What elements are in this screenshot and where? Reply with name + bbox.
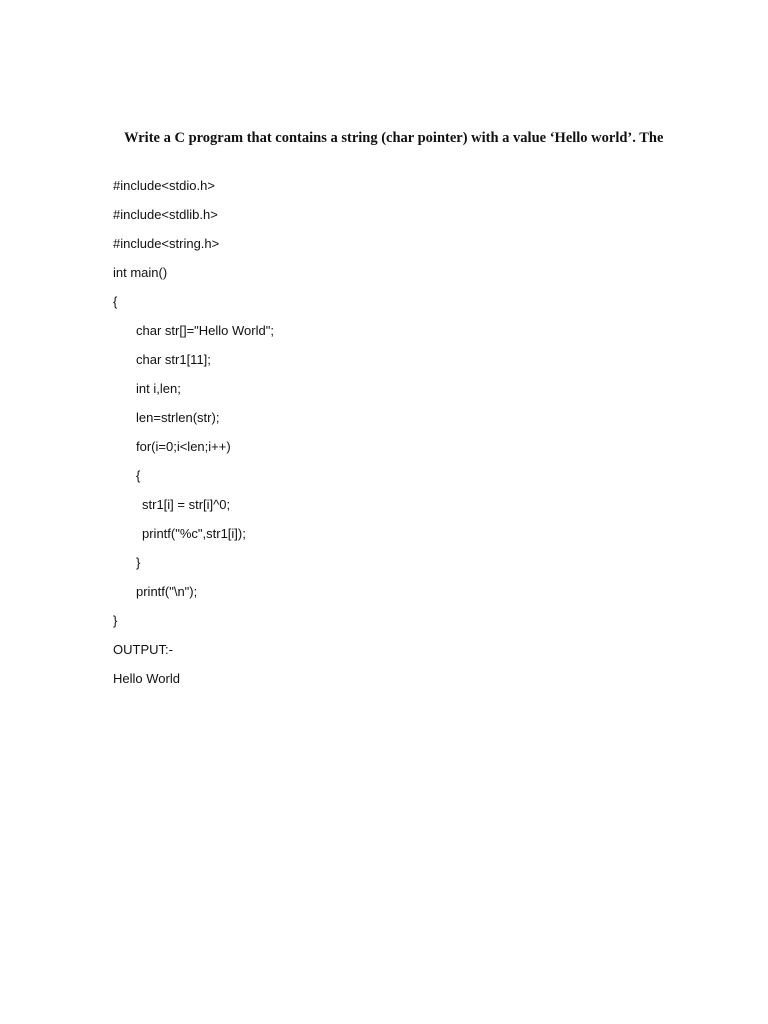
code-line: } [113,613,118,628]
code-line: str1[i] = str[i]^0; [142,497,231,512]
code-line: int i,len; [136,381,181,396]
code-line: int main() [113,265,168,280]
code-line: char str1[11]; [136,352,211,367]
code-line: Hello World [113,671,180,686]
code-line: OUTPUT:- [113,642,173,657]
code-line: char str[]="Hello World"; [136,323,274,338]
question-heading: Write a C program that contains a string (char pointer) with a value ‘Hello world’. The [124,130,664,146]
code-line: { [136,468,141,483]
code-line: for(i=0;i<len;i++) [136,439,231,454]
code-block [113,176,713,698]
code-line: #include<stdio.h> [113,178,215,193]
code-line: len=strlen(str); [136,410,220,425]
code-line: #include<string.h> [113,236,220,251]
code-line: { [113,294,118,309]
code-line: #include<stdlib.h> [113,207,218,222]
code-line: } [136,555,141,570]
code-line: printf("%c",str1[i]); [142,526,246,541]
code-line: printf("\n"); [136,584,198,599]
